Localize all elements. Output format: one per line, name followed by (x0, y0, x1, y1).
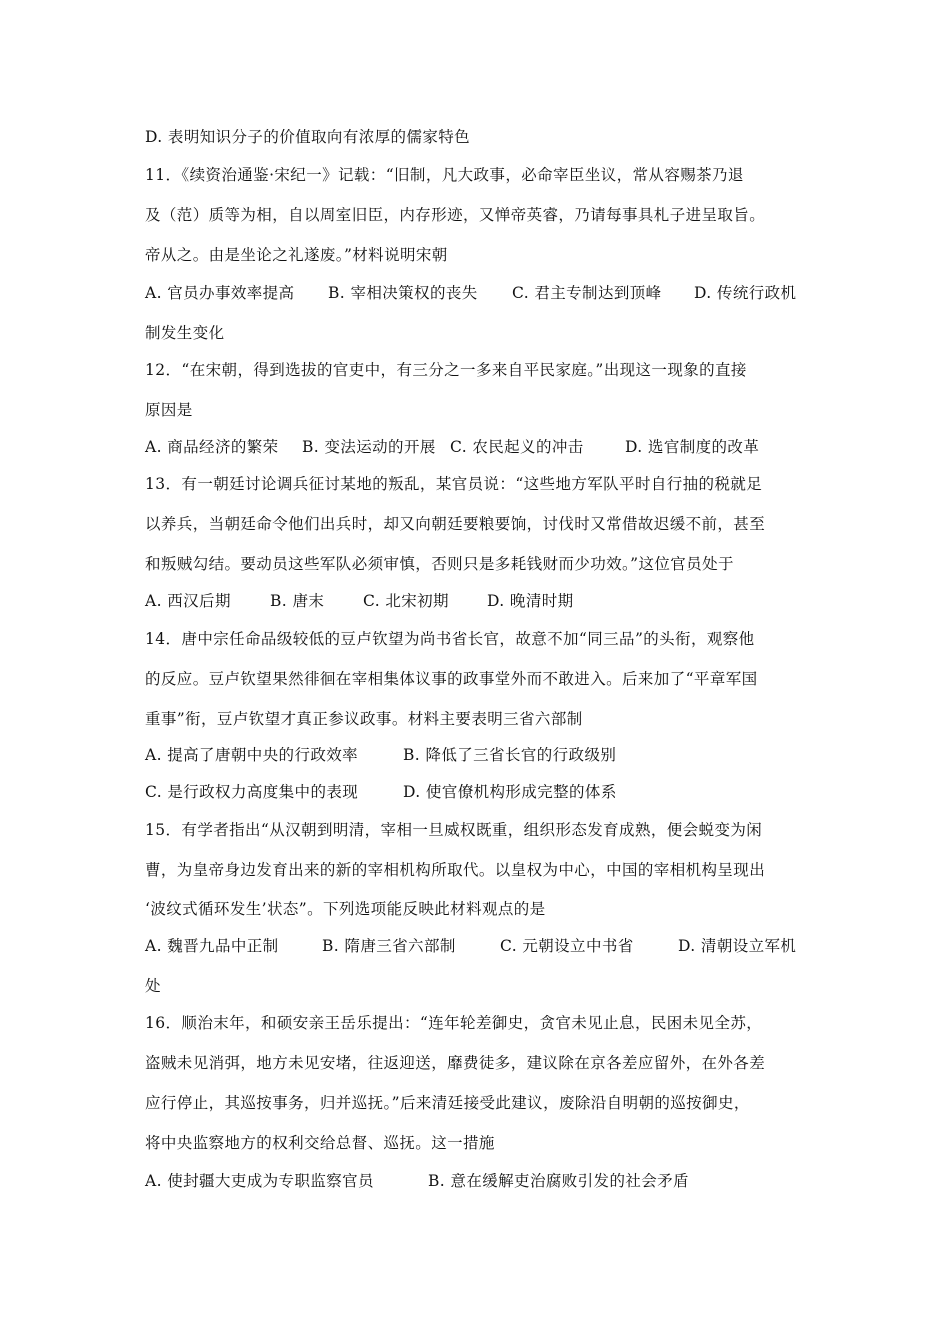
q13-stem-line-2: 以养兵，当朝廷命令他们出兵时，却又向朝廷要粮要饷，讨伐时又常借故迟缓不前，甚至 (145, 515, 766, 533)
q12-option-d: D. 选官制度的改革 (625, 438, 760, 456)
q11-stem-line-3: 帝从之。由是坐论之礼遂废。”材料说明宋朝 (145, 246, 448, 264)
q14-option-a: A. 提高了唐朝中央的行政效率 (145, 746, 359, 764)
q14-stem-line-2: 的反应。豆卢钦望果然徘徊在宰相集体议事的政事堂外而不敢进入。后来加了“平章军国 (145, 670, 758, 688)
q16-option-b: B. 意在缓解吏治腐败引发的社会矛盾 (428, 1172, 689, 1190)
q12-stem-line-2: 原因是 (145, 401, 193, 419)
q13-option-b: B. 唐末 (270, 592, 325, 610)
q11-option-a: A. 官员办事效率提高 (145, 284, 295, 302)
q13-stem-line-1: 13．有一朝廷讨论调兵征讨某地的叛乱，某官员说：“这些地方军队平时自行抽的税就足 (145, 475, 763, 493)
q12-option-c: C. 农民起义的冲击 (450, 438, 584, 456)
q14-option-d: D. 使官僚机构形成完整的体系 (403, 783, 617, 801)
q15-stem-line-2: 曹，为皇帝身边发育出来的新的宰相机构所取代。以皇权为中心，中国的宰相机构呈现出 (145, 861, 766, 879)
q16-stem-line-4: 将中央监察地方的权利交给总督、巡抚。这一措施 (145, 1134, 495, 1152)
q11-option-continuation: 制发生变化 (145, 324, 225, 342)
q15-option-continuation: 处 (145, 977, 161, 995)
q13-stem-line-3: 和叛贼勾结。要动员这些军队必须审慎，否则只是多耗钱财而少功效。”这位官员处于 (145, 555, 734, 573)
q12-stem-line-1: 12．“在宋朝，得到选拔的官吏中，有三分之一多来自平民家庭。”出现这一现象的直接 (145, 361, 747, 379)
q12-option-a: A. 商品经济的繁荣 (145, 438, 279, 456)
q16-stem-line-1: 16．顺治末年，和硕安亲王岳乐提出：“连年轮差御史，贪官未见止息，民困未见全苏， (145, 1014, 763, 1032)
q13-option-c: C. 北宋初期 (363, 592, 449, 610)
q13-option-a: A. 西汉后期 (145, 592, 231, 610)
q15-option-c: C. 元朝设立中书省 (500, 937, 634, 955)
q14-option-b: B. 降低了三省长官的行政级别 (403, 746, 617, 764)
q16-stem-line-3: 应行停止，其巡按事务，归并巡抚。”后来清廷接受此建议，废除沿自明朝的巡按御史， (145, 1094, 750, 1112)
q11-option-c: C. 君主专制达到顶峰 (512, 284, 662, 302)
q16-stem-line-2: 盗贼未见消弭，地方未见安堵，往返迎送，靡费徒多，建议除在京各差应留外，在外各差 (145, 1054, 766, 1072)
q14-stem-line-3: 重事”衔，豆卢钦望才真正参议政事。材料主要表明三省六部制 (145, 710, 583, 728)
q15-option-a: A. 魏晋九品中正制 (145, 937, 279, 955)
q14-option-c: C. 是行政权力高度集中的表现 (145, 783, 359, 801)
q16-option-a: A. 使封疆大吏成为专职监察官员 (145, 1172, 374, 1190)
q15-stem-line-3: ‘波纹式循环发生’状态”。下列选项能反映此材料观点的是 (145, 900, 546, 918)
q10-option-d: D. 表明知识分子的价值取向有浓厚的儒家特色 (145, 128, 471, 146)
q11-option-b: B. 宰相决策权的丧失 (328, 284, 478, 302)
q11-stem-line-2: 及（范）质等为相，自以周室旧臣，内存形迹，又惮帝英睿，乃请每事具札子进呈取旨。 (145, 206, 766, 224)
q11-option-d: D. 传统行政机 (694, 284, 797, 302)
q13-option-d: D. 晚清时期 (487, 592, 574, 610)
q15-stem-line-1: 15．有学者指出“从汉朝到明清，宰相一旦威权既重，组织形态发育成熟，便会蜕变为闲 (145, 821, 763, 839)
q15-option-b: B. 隋唐三省六部制 (322, 937, 456, 955)
q15-option-d: D. 清朝设立军机 (678, 937, 797, 955)
q11-stem-line-1: 11．《续资治通鉴·宋纪一》记载：“旧制，凡大政事，必命宰臣坐议，常从容赐茶乃退 (145, 166, 744, 184)
q12-option-b: B. 变法运动的开展 (302, 438, 436, 456)
q14-stem-line-1: 14．唐中宗任命品级较低的豆卢钦望为尚书省长官，故意不加“同三品”的头衔，观察他 (145, 630, 755, 648)
